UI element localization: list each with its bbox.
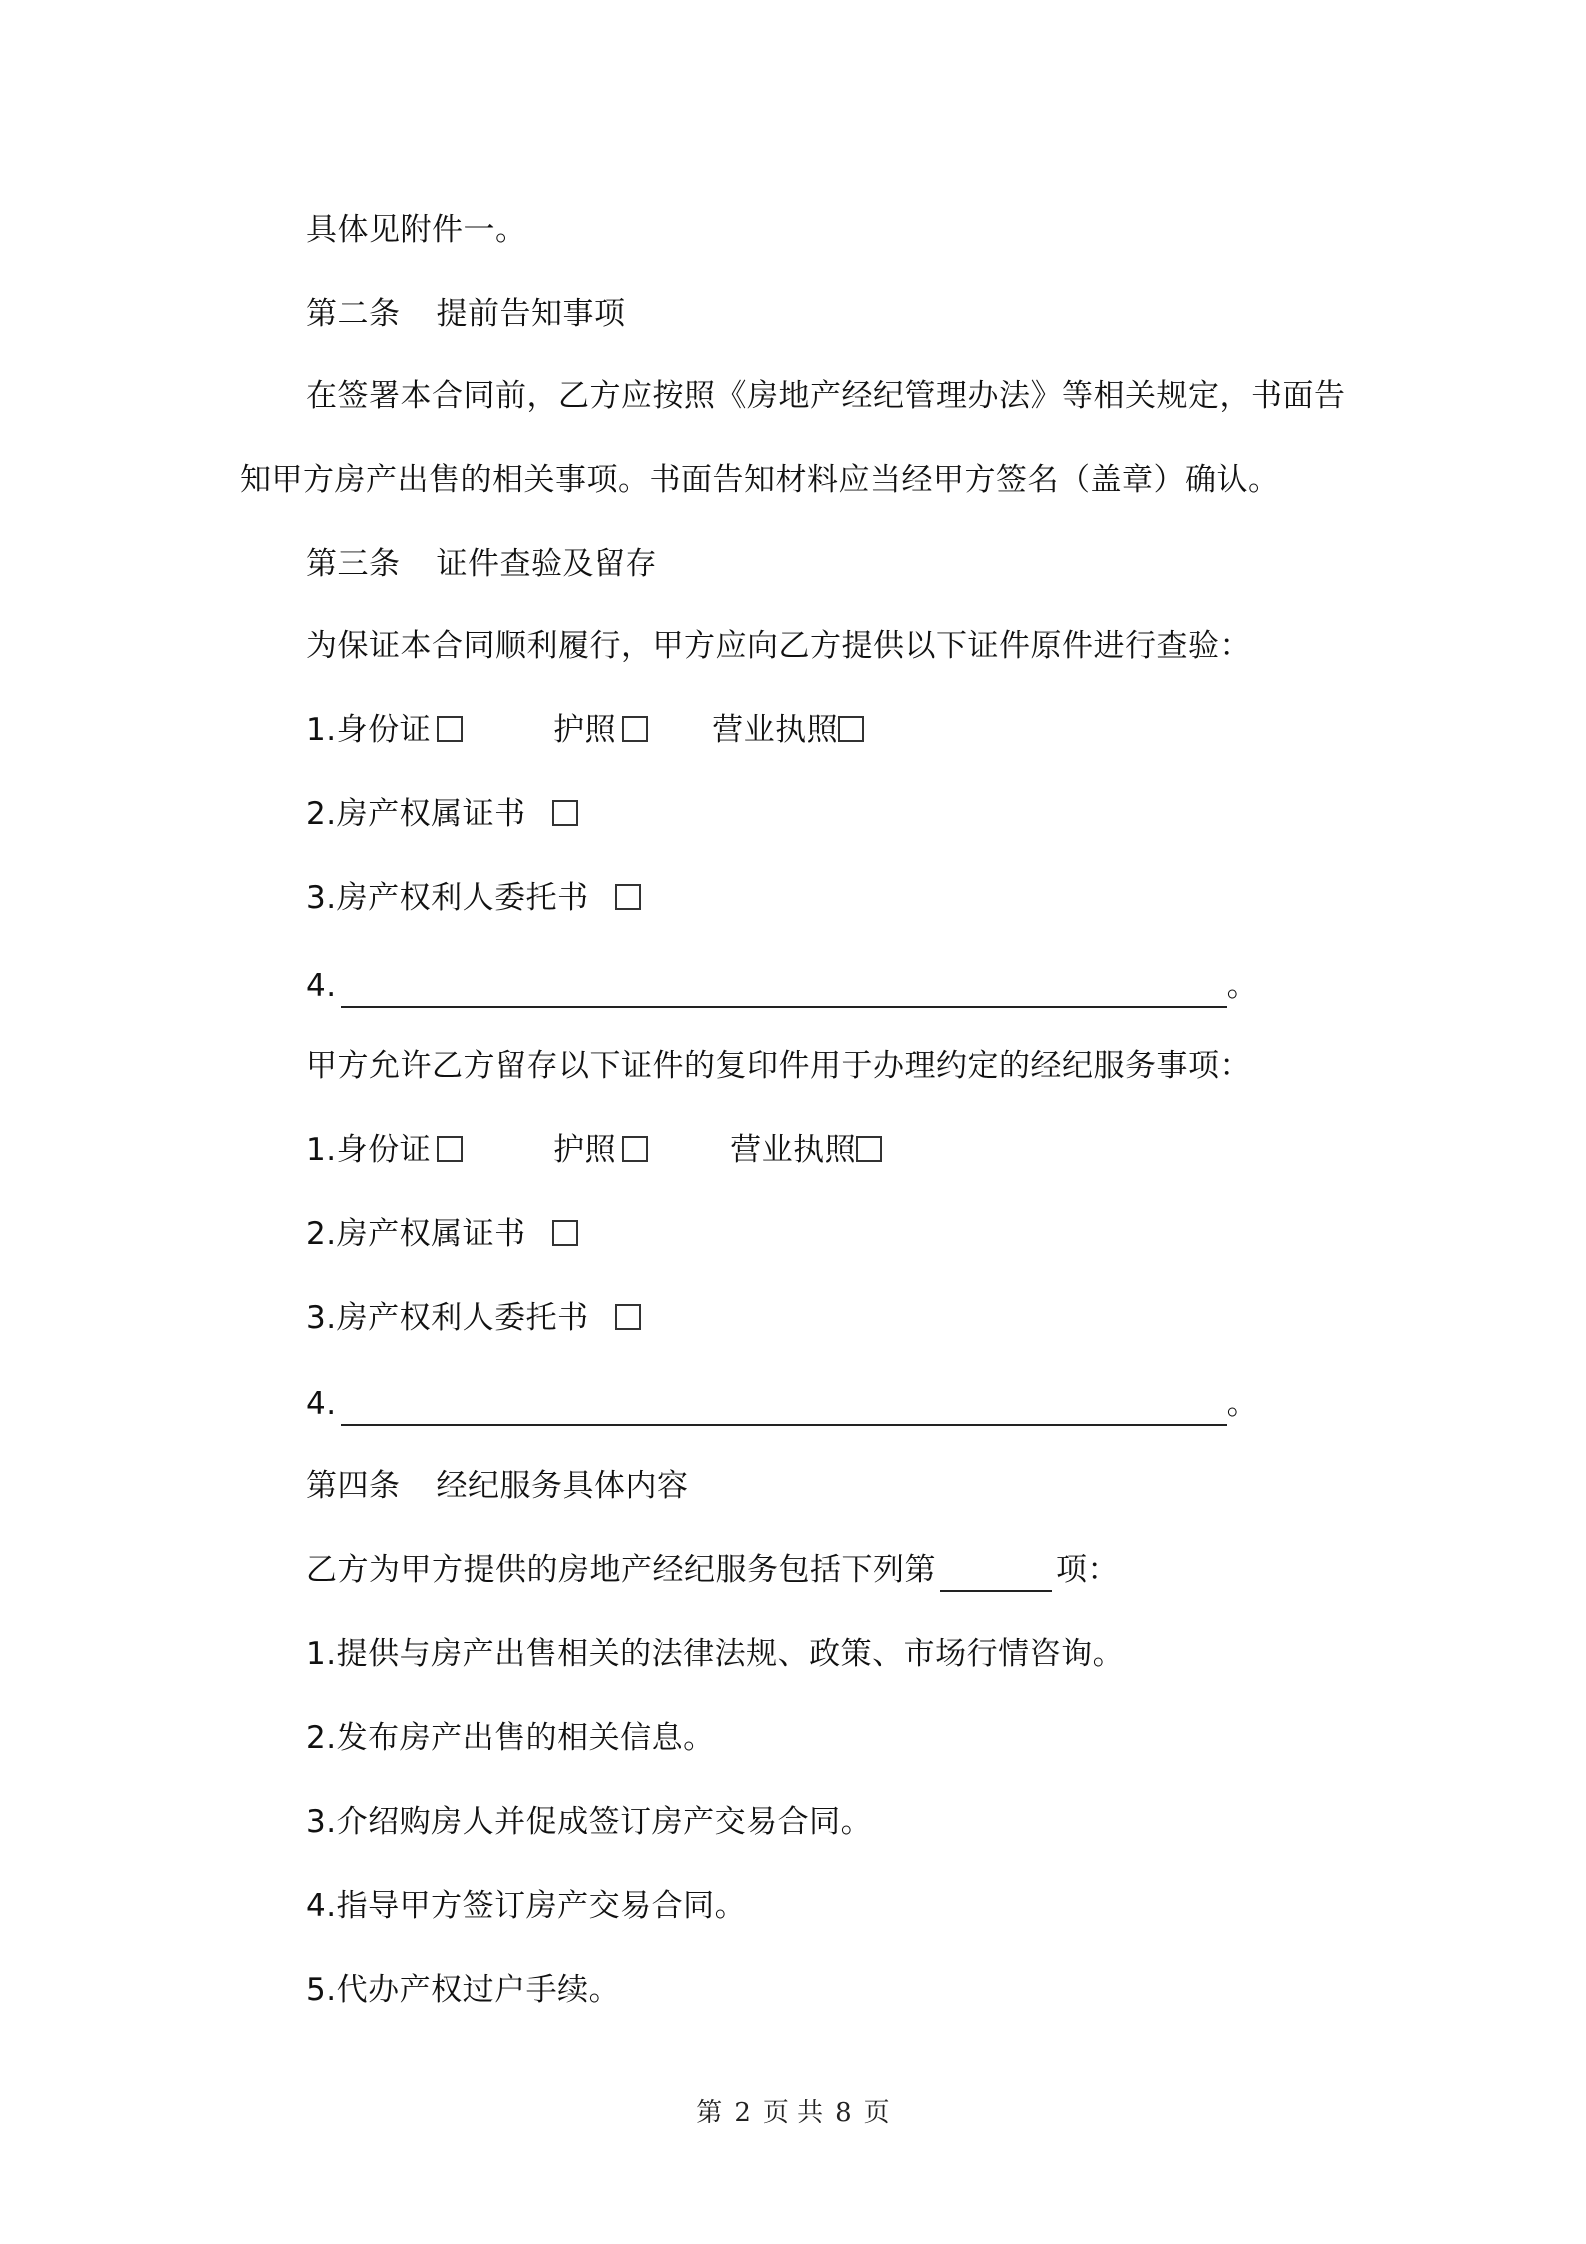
property-certificate-label: 2.房产权属证书: [306, 796, 526, 832]
business-license-checkbox[interactable]: [856, 1136, 882, 1162]
footer-suffix: 页: [863, 2098, 890, 2128]
service-item: [306, 1968, 620, 2012]
item-period: 。: [1226, 968, 1259, 1004]
footer-prefix: 第: [696, 2098, 723, 2128]
service-item: [306, 1800, 872, 1844]
item-number: 4.: [306, 968, 337, 1004]
property-certificate-label: 2.房产权属证书: [306, 1216, 526, 1252]
paragraph-text: 在签署本合同前，乙方应按照《房地产经纪管理办法》等相关规定，书面告: [306, 378, 1346, 414]
article-2-heading: [306, 292, 626, 336]
id-card-label: 1.身份证: [306, 712, 432, 748]
item-number: 4.: [306, 1386, 337, 1422]
copy-item-1: [306, 1128, 882, 1172]
article-number: 第三条: [306, 546, 401, 582]
article-number: 第二条: [306, 296, 401, 332]
paragraph-text: 具体见附件一。: [306, 212, 527, 248]
paragraph-copy-intro: [306, 1044, 1251, 1088]
page-footer: [0, 2092, 1586, 2129]
service-item: [306, 1632, 1124, 1676]
passport-label: 护照: [553, 712, 617, 748]
power-of-attorney-label: 3.房产权利人委托书: [306, 1300, 589, 1336]
footer-middle: 页 共: [762, 2098, 824, 2128]
verify-item-3: [306, 876, 641, 920]
paragraph-services-intro: [306, 1548, 1119, 1592]
passport-checkbox[interactable]: [622, 1136, 648, 1162]
other-document-blank[interactable]: [341, 970, 1227, 1008]
power-of-attorney-checkbox[interactable]: [615, 884, 641, 910]
copy-item-4: [306, 1382, 1258, 1426]
business-license-checkbox[interactable]: [838, 716, 864, 742]
paragraph-verify-intro: [306, 624, 1251, 668]
copy-item-3: [306, 1296, 641, 1340]
property-certificate-checkbox[interactable]: [552, 1220, 578, 1246]
verify-item-4: [306, 964, 1258, 1008]
article-title: 提前告知事项: [436, 296, 626, 332]
service-text: 3.介绍购房人并促成签订房产交易合同。: [306, 1804, 873, 1840]
business-license-label: 营业执照: [712, 712, 839, 748]
service-item: [306, 1884, 746, 1928]
id-card-checkbox[interactable]: [437, 1136, 463, 1162]
paragraph-text: 项：: [1056, 1552, 1119, 1588]
passport-checkbox[interactable]: [622, 716, 648, 742]
service-text: 2.发布房产出售的相关信息。: [306, 1720, 715, 1756]
article-title: 经纪服务具体内容: [436, 1468, 689, 1504]
service-text: 4.指导甲方签订房产交易合同。: [306, 1888, 747, 1924]
paragraph-text: 乙方为甲方提供的房地产经纪服务包括下列第: [306, 1552, 936, 1588]
paragraph-notice-line2: [240, 458, 1280, 502]
paragraph-notice-line1: [306, 374, 1346, 418]
service-item: [306, 1716, 715, 1760]
paragraph-text: 知甲方房产出售的相关事项。书面告知材料应当经甲方签名（盖章）确认。: [240, 462, 1280, 498]
paragraph-text: 为保证本合同顺利履行，甲方应向乙方提供以下证件原件进行查验：: [306, 628, 1251, 664]
copy-item-2: [306, 1212, 578, 1256]
verify-item-2: [306, 792, 578, 836]
id-card-label: 1.身份证: [306, 1132, 432, 1168]
power-of-attorney-label: 3.房产权利人委托书: [306, 880, 589, 916]
id-card-checkbox[interactable]: [437, 716, 463, 742]
passport-label: 护照: [553, 1132, 617, 1168]
article-4-heading: [306, 1464, 689, 1508]
article-3-heading: [306, 542, 657, 586]
other-document-blank[interactable]: [341, 1388, 1227, 1426]
item-period: 。: [1226, 1386, 1259, 1422]
paragraph-text: 甲方允许乙方留存以下证件的复印件用于办理约定的经纪服务事项：: [306, 1048, 1251, 1084]
property-certificate-checkbox[interactable]: [552, 800, 578, 826]
power-of-attorney-checkbox[interactable]: [615, 1304, 641, 1330]
article-number: 第四条: [306, 1468, 401, 1504]
verify-item-1: [306, 708, 864, 752]
business-license-label: 营业执照: [730, 1132, 857, 1168]
total-pages-number: 8: [835, 2098, 852, 2128]
service-items-blank[interactable]: [940, 1554, 1052, 1592]
article-title: 证件查验及留存: [436, 546, 657, 582]
current-page-number: 2: [734, 2098, 751, 2128]
paragraph-attachment: [306, 208, 527, 252]
service-text: 5.代办产权过户手续。: [306, 1972, 621, 2008]
service-text: 1.提供与房产出售相关的法律法规、政策、市场行情咨询。: [306, 1636, 1125, 1672]
